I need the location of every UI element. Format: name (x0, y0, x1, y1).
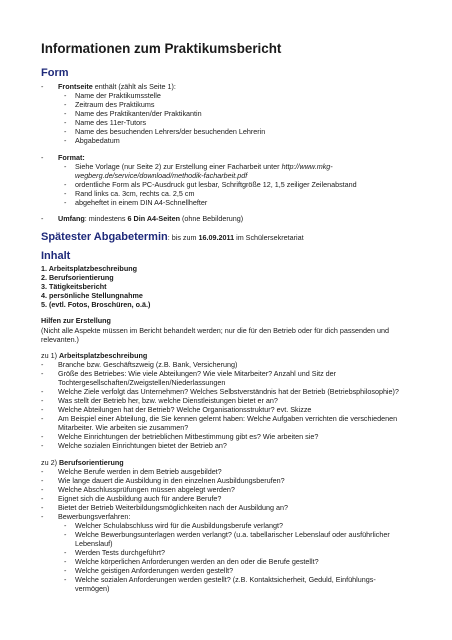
section2-line: Bietet der Betrieb Weiterbildungsmöglichkeiten nach der Ausbildung an? (58, 503, 289, 512)
abgabe-date: 16.09.2011 (198, 233, 235, 242)
section2-line: Bewerbungsverfahren: (58, 512, 131, 521)
hilfen-text: (Nicht alle Aspekte müssen im Bericht behandelt werden; nur die für den Betrieb oder für dich passenden und (41, 326, 389, 335)
frontseite-item: Name des besuchenden Lehrers/der besuchenden Lehrerin (75, 127, 266, 136)
section2-line: Wie lange dauert die Ausbildung in den einzelnen Ausbildungsberufen? (58, 476, 285, 485)
format-line1: Siehe Vorlage (nur Seite 2) zur Erstellung einer Facharbeit unter (75, 162, 282, 171)
section2-sub-line: Welche Bewerbungsunterlagen werden verlangt? (u.a. tabellarischer Lebenslauf oder ausführlicher (75, 530, 390, 539)
section1-heading (41, 351, 147, 360)
section1-line: Mitarbeiter. Wie arbeiten sie zusammen? (58, 423, 189, 432)
inhalt-item: 2. Berufsorientierung (41, 273, 114, 282)
section1-title: Arbeitsplatzbeschreibung (58, 351, 148, 360)
section2-sub-line: Welche geistigen Anforderungen werden gestellt? (75, 566, 234, 575)
form-heading: Form (41, 67, 69, 79)
bullet-dash: - (41, 387, 44, 396)
inhalt-item: 3. Tätigkeitsbericht (41, 282, 107, 291)
format-url-part1[interactable]: http://www.mkg- (281, 162, 333, 171)
bullet-dash: - (41, 405, 44, 414)
bullet-dash: - (41, 369, 44, 378)
umfang-bold: 6 Din A4-Seiten (127, 214, 180, 223)
sub-bullet-dash: - (64, 198, 67, 207)
frontseite-lead: Frontseite (58, 82, 93, 91)
section1-line: Branche bzw. Geschäftszweig (z.B. Bank, Versicherung) (58, 360, 238, 369)
bullet-dash: - (41, 503, 44, 512)
page-title: Informationen zum Praktikumsbericht (41, 41, 282, 56)
frontseite-item: Zeitraum des Praktikums (75, 100, 155, 109)
inhalt-item: 1. Arbeitsplatzbeschreibung (41, 264, 137, 273)
bullet-dash: - (41, 485, 44, 494)
sub-bullet-dash: - (64, 530, 67, 539)
bullet-dash: - (41, 512, 44, 521)
section2-line: Welche Abschlussprüfungen müssen abgelegt werden? (58, 485, 235, 494)
inhalt-item: 5. (evtl. Fotos, Broschüren, o.ä.) (41, 300, 151, 309)
section2-line: Eignet sich die Ausbildung auch für andere Berufe? (58, 494, 222, 503)
bullet-dash: - (41, 360, 44, 369)
sub-bullet-dash: - (64, 127, 67, 136)
bullet-dash: - (41, 396, 44, 405)
bullet-dash: - (41, 414, 44, 423)
frontseite-item: Name des Praktikanten/der Praktikantin (75, 109, 202, 118)
format-lead: Format: (58, 153, 85, 162)
sub-bullet-dash: - (64, 557, 67, 566)
sub-bullet-dash: - (64, 162, 67, 171)
bullet-dash: - (41, 432, 44, 441)
section2-sub-line: Welcher Schulabschluss wird für die Ausbildungsberufe verlangt? (75, 521, 284, 530)
section2-pre: zu 2) (41, 458, 59, 467)
bullet-dash: - (41, 153, 44, 162)
bullet-dash: - (41, 476, 44, 485)
bullet-dash: - (41, 467, 44, 476)
sub-bullet-dash: - (64, 118, 67, 127)
sub-bullet-dash: - (64, 575, 67, 584)
section2-sub-line: vermögen) (75, 584, 110, 593)
hilfen-text: relevanten.) (41, 335, 79, 344)
sub-bullet-dash: - (64, 109, 67, 118)
section2-sub-line: Welche körperlichen Anforderungen werden an den oder die Berufe gestellt? (75, 557, 319, 566)
section1-line: Am Beispiel einer Abteilung, die Sie kennen gelernt haben: Welche Aufgaben verrichten die verschiedenen (58, 414, 398, 423)
sub-bullet-dash: - (64, 548, 67, 557)
section2-line: Welche Berufe werden in dem Betrieb ausgebildet? (58, 467, 222, 476)
section2-sub-line: Lebenslauf) (75, 539, 113, 548)
section2-sub-line: Welche sozialen Anforderungen werden gestellt? (z.B. Kontaktsicherheit, Geduld, Einfühlungs- (75, 575, 376, 584)
format-item: Rand links ca. 3cm, rechts ca. 2,5 cm (75, 189, 195, 198)
frontseite-item: Name der Praktikumsstelle (75, 91, 161, 100)
abgabe-heading-line (41, 231, 304, 243)
section2-sub-line: Werden Tests durchgeführt? (75, 548, 166, 557)
section1-pre: zu 1) (41, 351, 59, 360)
format-template-line (75, 162, 333, 171)
section2-heading (41, 458, 124, 467)
section1-line: Welche Abteilungen hat der Betrieb? Welche Organisationsstruktur? evt. Skizze (58, 405, 312, 414)
frontseite-intro (58, 82, 176, 91)
inhalt-heading: Inhalt (41, 250, 71, 262)
sub-bullet-dash: - (64, 91, 67, 100)
umfang-line (58, 214, 243, 223)
hilfen-heading: Hilfen zur Erstellung (41, 316, 111, 325)
abgabe-heading: Spätester Abgabetermin (41, 231, 168, 243)
bullet-dash: - (41, 441, 44, 450)
section1-line: Welche Einrichtungen der betrieblichen Mitbestimmung gibt es? Wie arbeiten sie? (58, 432, 319, 441)
format-url-part2[interactable]: wegberg.de/service/download/methodik-facharbeit.pdf (75, 171, 248, 180)
frontseite-rest: enthält (zählt als Seite 1): (92, 82, 176, 91)
sub-bullet-dash: - (64, 566, 67, 575)
umfang-rest: (ohne Bebilderung) (179, 214, 244, 223)
frontseite-item: Name des 11er-Tutors (75, 118, 147, 127)
umfang-middle: : mindestens (84, 214, 128, 223)
sub-bullet-dash: - (64, 189, 67, 198)
bullet-dash: - (41, 494, 44, 503)
abgabe-pre: : bis zum (167, 233, 199, 242)
sub-bullet-dash: - (64, 100, 67, 109)
format-item: ordentliche Form als PC-Ausdruck gut lesbar, Schriftgröße 12, 1,5 zeiliger Zeilenabstand (75, 180, 357, 189)
bullet-dash: - (41, 214, 44, 223)
sub-bullet-dash: - (64, 136, 67, 145)
section1-line: Was stellt der Betrieb her, bzw. welche Dienstleistungen bietet er an? (58, 396, 278, 405)
format-item: abgeheftet in einem DIN A4-Schnellhefter (75, 198, 208, 207)
section1-line: Welche sozialen Einrichtungen bietet der Betrieb an? (58, 441, 227, 450)
section1-line: Welche Ziele verfolgt das Unternehmen? Welches Selbstverständnis hat der Betrieb (Betriebsphilosophie)? (58, 387, 399, 396)
sub-bullet-dash: - (64, 180, 67, 189)
abgabe-post: im Schülersekretariat (234, 233, 304, 242)
bullet-dash: - (41, 82, 44, 91)
section1-line: Größe des Betriebes: Wie viele Abteilungen? Wie viele Mitarbeiter? Anzahl und Sitz der (58, 369, 337, 378)
inhalt-item: 4. persönliche Stellungnahme (41, 291, 143, 300)
section2-title: Berufsorientierung (58, 458, 124, 467)
section1-line: Tochtergesellschaften/Zweigstellen/Niederlassungen (58, 378, 226, 387)
umfang-lead: Umfang (58, 214, 85, 223)
sub-bullet-dash: - (64, 521, 67, 530)
frontseite-item: Abgabedatum (75, 136, 120, 145)
